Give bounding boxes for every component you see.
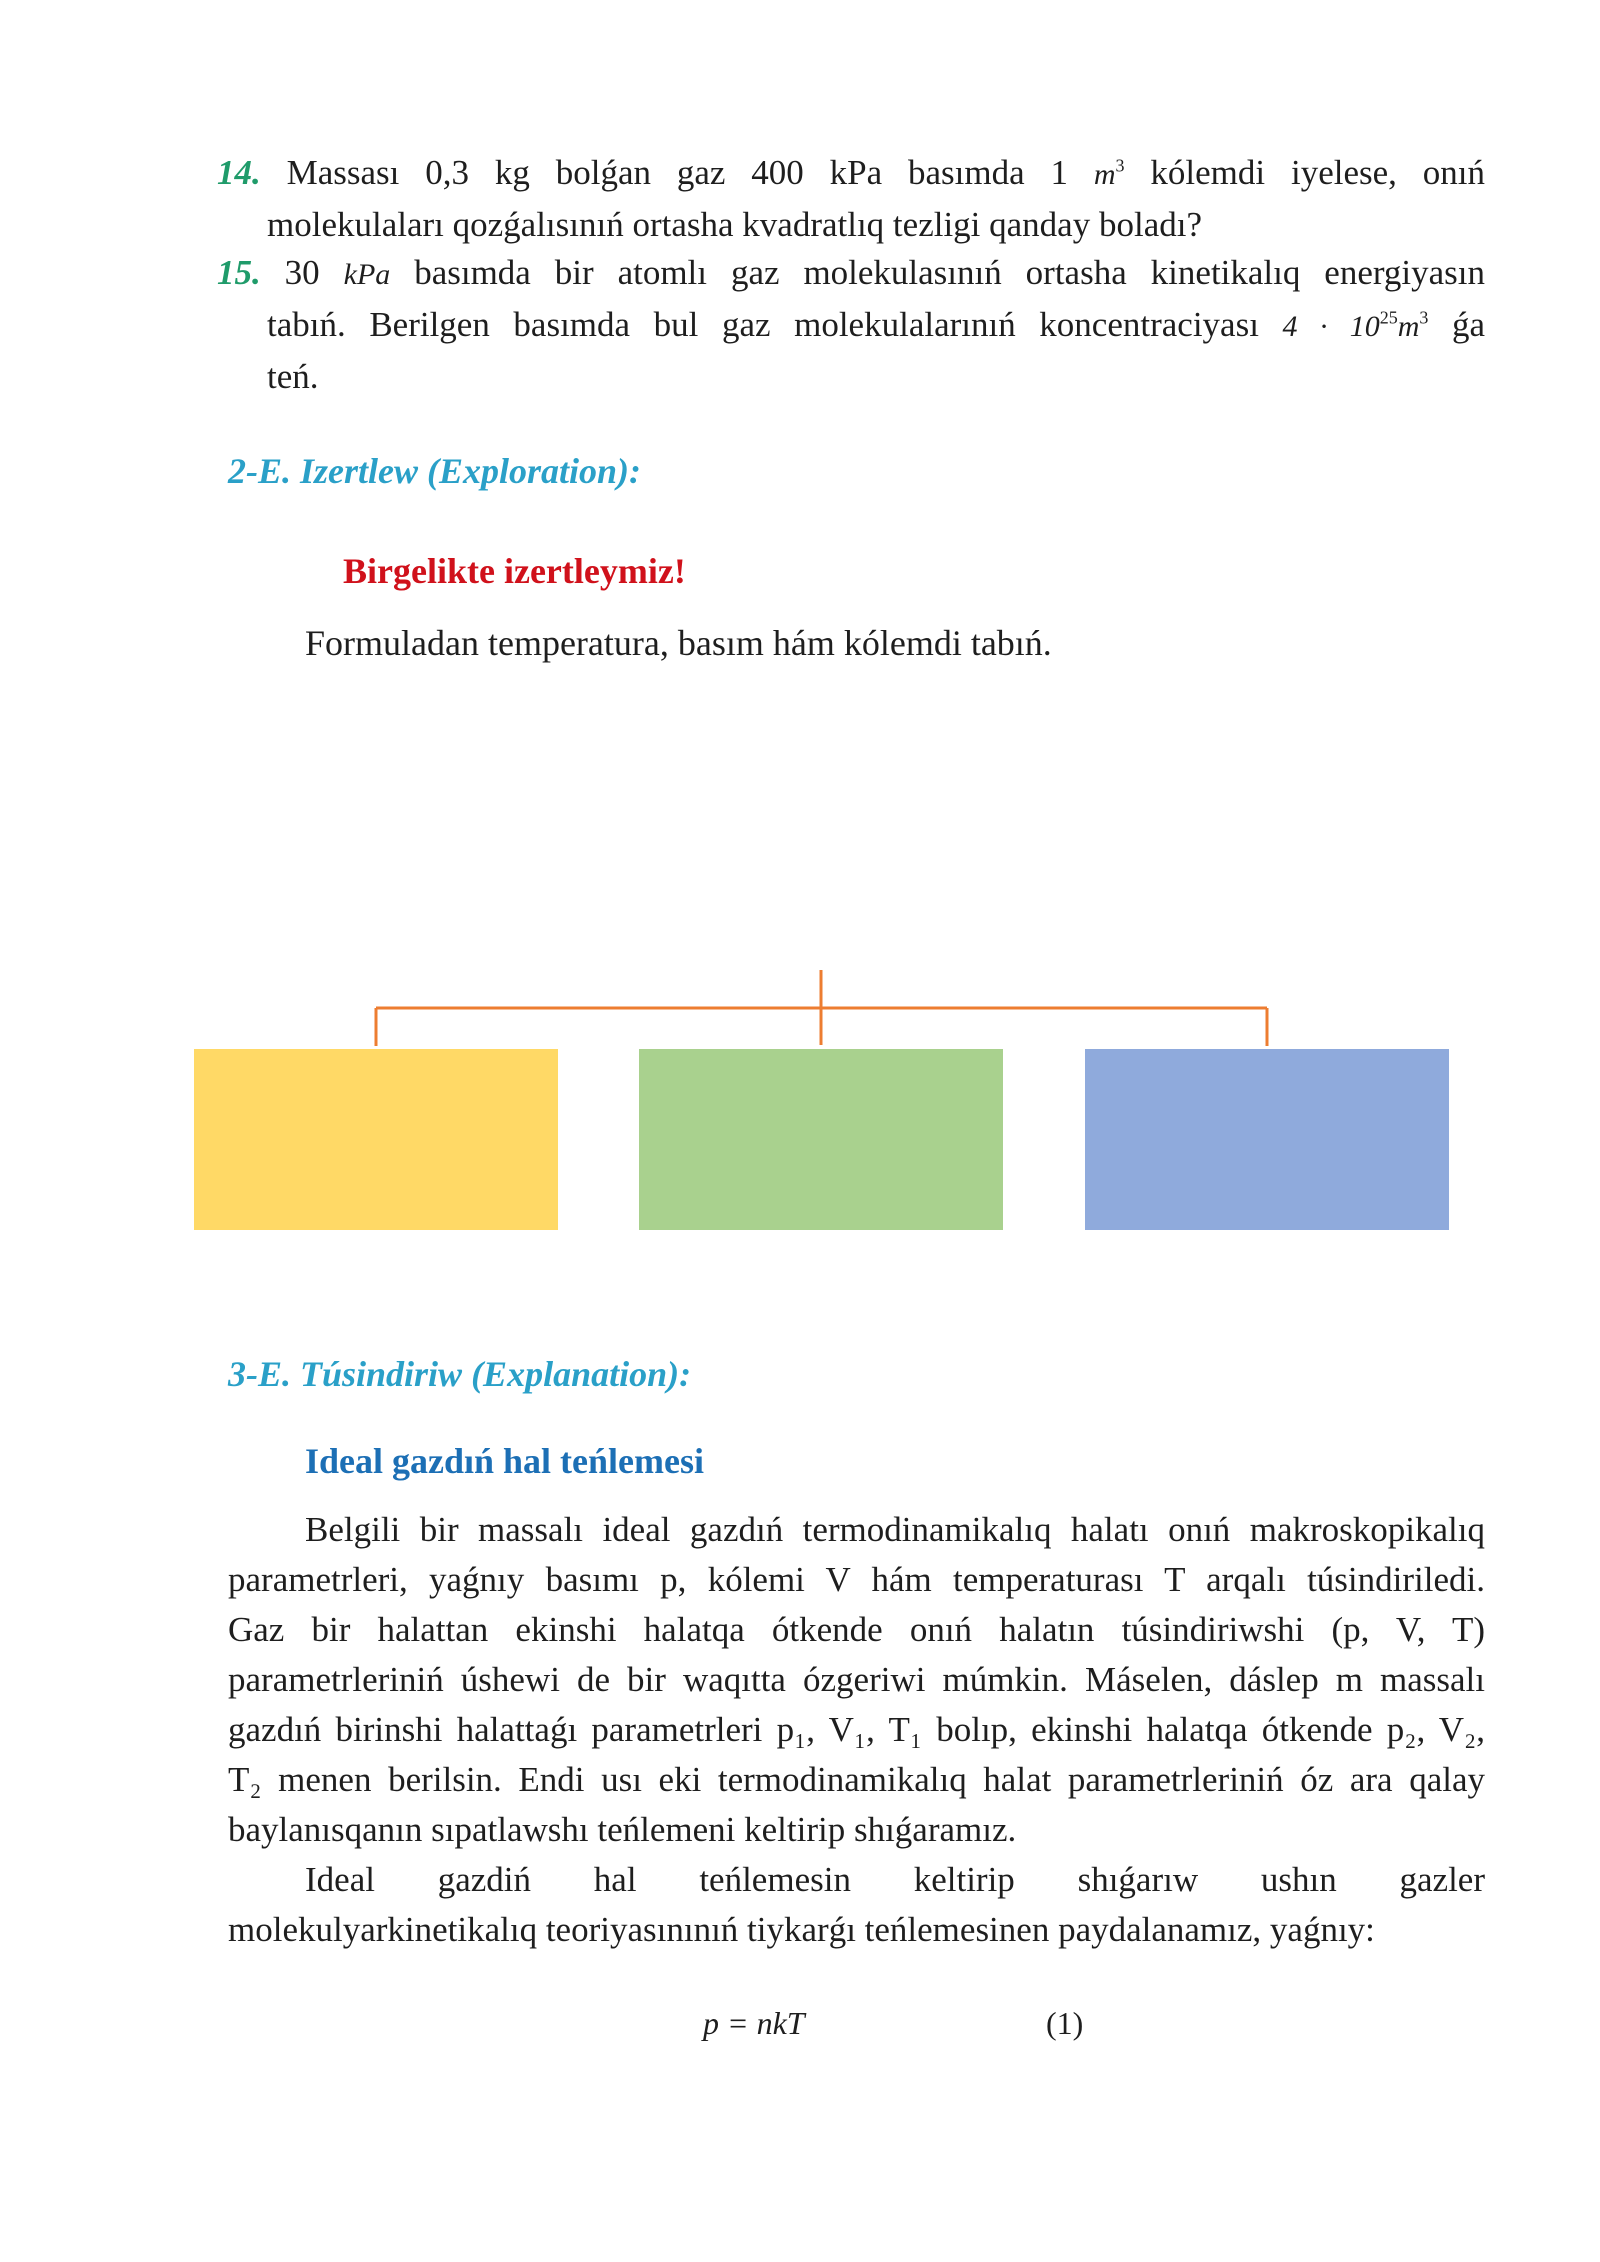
section-heading-explanation: 3-E. Túsindiriw (Explanation): [228,1354,692,1394]
problem-text: ǵa [1428,305,1485,344]
answer-box-yellow [194,1049,558,1230]
para-line: molekulyarkinetikalıq teoriyasınınıń tiykarǵı teńlemesinen paydalanamız, yaǵnıy: [228,1910,1375,1949]
problem-number: 15. [217,253,261,292]
para-line: Ideal gazdiń hal teńlemesin keltirip shıǵarıw ushın gazler [305,1860,1485,1899]
section-heading-exploration: 2-E. Izertlew (Exploration): [228,451,642,491]
exponent: 3 [1115,155,1125,176]
problem-text: basımda bir atomlı gaz molekulasınıń ortasha kinetikalıq energiyasın [390,253,1485,292]
exponent: 25 [1379,307,1398,328]
answer-box-blue [1085,1049,1449,1230]
formula: p = nkT [703,2005,805,2041]
unit-m: m [1093,158,1116,191]
problem-15-line2 [217,300,1485,352]
problem-15-line3: teń. [267,357,319,396]
para-line: gazdıń birinshi halattaǵı parametrleri p₁, V₁, T₁ bolıp, ekinshi halatqa ótkende p₂, V₂, [228,1710,1485,1749]
para-line: Belgili bir massalı ideal gazdıń termodinamikalıq halatı onıń makroskopikalıq [305,1510,1485,1549]
subheading-ideal-gas: Ideal gazdıń hal teńlemesi [305,1441,705,1481]
problem-text: 30 [260,253,344,292]
explanation-paragraph-1 [228,1505,1485,1955]
para-line: parametrleriniń úshewi de bir waqıtta ózgeriwi múmkin. Máselen, dáslep m massalı [228,1660,1485,1699]
para-line: baylanısqanın sıpatlawshı teńlemeni keltirip shıǵaramız. [228,1810,1017,1849]
exponent: 3 [1419,307,1429,328]
unit-kpa: kPa [343,258,391,291]
answer-box-green [639,1049,1003,1230]
problem-15 [217,248,1485,402]
problem-text: tabıń. Berilgen basımda bul gaz molekulalarınıń koncentraciyası [267,305,1283,344]
unit-m: m [1397,310,1420,343]
problem-15-line1 [217,248,1485,300]
diagram-connector [0,960,1600,1060]
concentration-value: 4 · 10 [1282,310,1380,343]
formula-number: (1) [1046,2005,1084,2041]
problem-text: Massası 0,3 kg bolǵan gaz 400 kPa basımda 1 [260,153,1094,192]
para-line: Gaz bir halattan ekinshi halatqa ótkende onıń halatın túsindiriwshi (p, V, T) [228,1610,1485,1649]
problem-text: kólemdi iyelese, onıń [1124,153,1485,192]
para-line: T₂ menen berilsin. Endi usı eki termodinamikalıq halat parametrleriniń óz ara qalay [228,1760,1485,1799]
subheading-together: Birgelikte izertleymiz! [343,551,686,591]
problem-14-line1 [217,148,1485,200]
problem-14 [217,148,1485,250]
exploration-instruction: Formuladan temperatura, basım hám kólemdi tabıń. [305,623,1052,663]
problem-14-line2: molekulaları qozǵalısınıń ortasha kvadratlıq tezligi qanday boladı? [267,205,1202,244]
problem-number: 14. [217,153,261,192]
para-line: parametrleri, yaǵnıy basımı p, kólemi V hám temperaturası T arqalı túsindiriledi. [228,1560,1485,1599]
